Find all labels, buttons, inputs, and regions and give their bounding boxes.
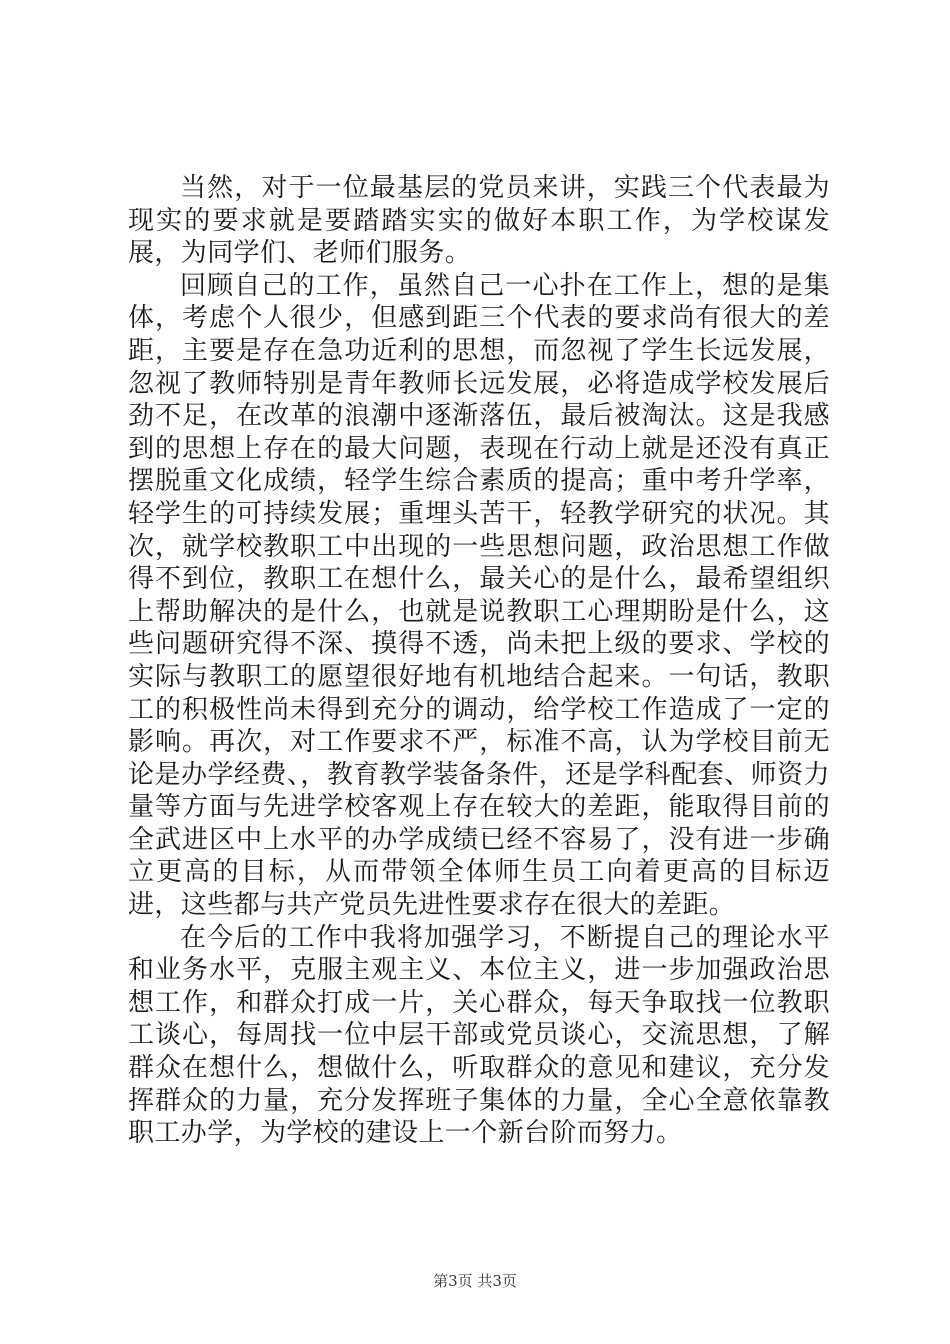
paragraph-practice-requirements: 当然，对于一位最基层的党员来讲，实践三个代表最为现实的要求就是要踏踏实实的做好本职工作，为学校谋发展，为同学们、老师们服务。 (128, 173, 830, 269)
document-body (128, 172, 830, 1150)
paragraph-self-review: 回顾自己的工作，虽然自己一心扑在工作上，想的是集体，考虑个人很少，但感到距三个代表的要求尚有很大的差距，主要是存在急功近利的思想，而忽视了学生长远发展，忽视了教师特别是青年教师长远发展，必将造成学校发展后劲不足，在改革的浪潮中逐渐落伍，最后被淘汰。这是我感到的思想上存在的最大问题，表现在行动上就是还没有真正摆脱重文化成绩，轻学生综合素质的提高；重中考升学率，轻学生的可持续发展；重埋头苦干，轻教学研究的状况。其次，就学校教职工中出现的一些思想问题，政治思想工作做得不到位，教职工在想什么，最关心的是什么，最希望组织上帮助解决的是什么，也就是说教职工心理期盼是什么，这些问题研究得不深、摸得不透，尚未把上级的要求、学校的实际与教职工的愿望很好地有机地结合起来。一句话，教职工的积极性尚未得到充分的调动，给学校工作造成了一定的影响。再次，对工作要求不严，标准不高，认为学校目前无论是办学经费、，教育教学装备条件，还是学科配套、师资力量等方面与先进学校客观上存在较大的差距，能取得目前的全武进区中上水平的办学成绩已经不容易了，没有进一步确立更高的目标，从而带领全体师生员工向着更高的目标迈进，这些都与共产党员先进性要求存在很大的差距。 (128, 270, 830, 921)
paragraph-future-work: 在今后的工作中我将加强学习，不断提自己的理论水平和业务水平，克服主观主义、本位主义，进一步加强政治思想工作，和群众打成一片，关心群众，每天争取找一位教职工谈心，每周找一位中层干部或党员谈心，交流思想，了解群众在想什么，想做什么，听取群众的意见和建议，充分发挥群众的力量，充分发挥班子集体的力量，全心全意依靠教职工办学，为学校的建设上一个新台阶而努力。 (128, 922, 830, 1149)
page-number-footer: 第3页 共3页 (433, 1272, 517, 1290)
